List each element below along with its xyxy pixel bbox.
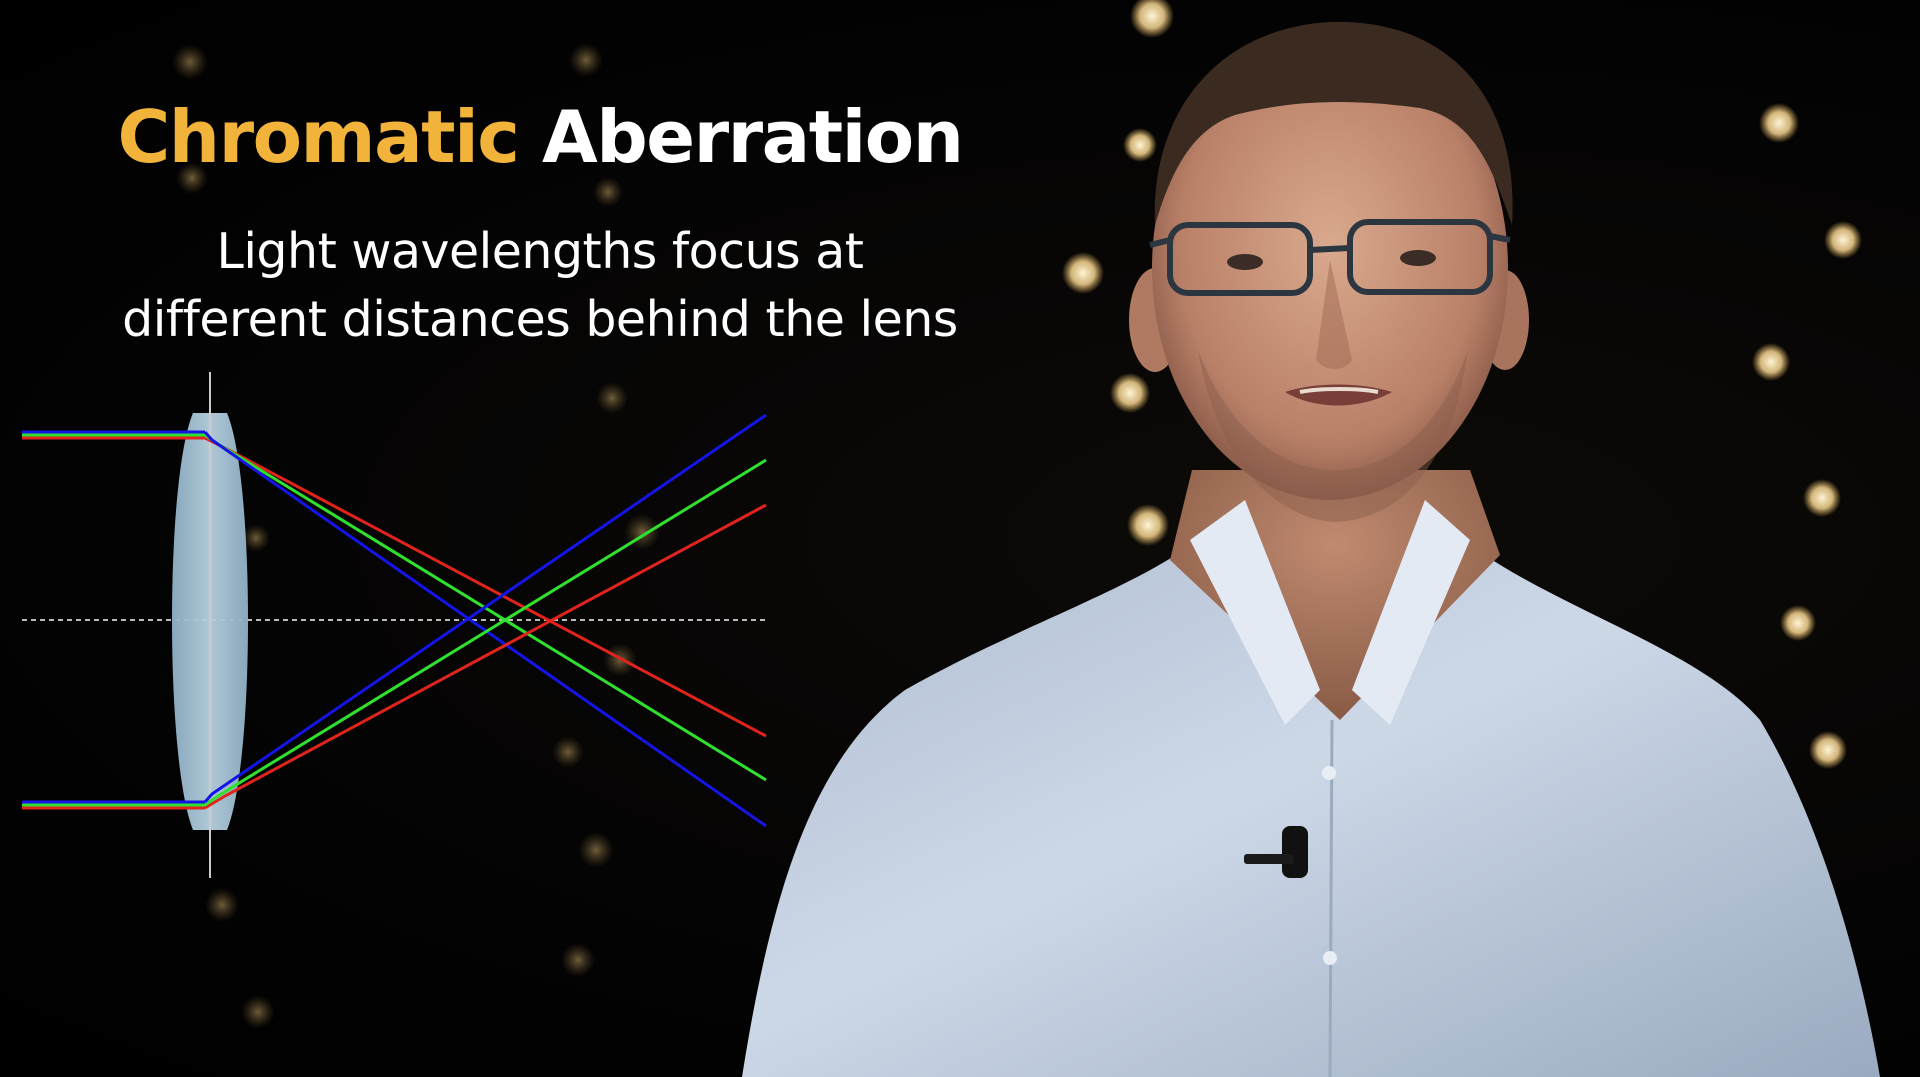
ray-red-bottom	[205, 505, 766, 808]
presenter-photo	[742, 22, 1880, 1077]
title-rest-word: Aberration	[542, 95, 963, 179]
title-accent-word: Chromatic	[117, 95, 519, 179]
ray-red-top	[205, 438, 766, 736]
slide-title	[0, 96, 1080, 179]
subtitle-line-2: different distances behind the lens	[122, 291, 958, 348]
lens-diagram	[22, 372, 768, 878]
slide-subtitle	[0, 218, 1080, 354]
subtitle-line-1: Light wavelengths focus at	[216, 223, 864, 280]
ray-blue-top	[205, 432, 766, 826]
ray-blue-bottom	[205, 415, 766, 802]
ray-green-bottom	[205, 460, 766, 805]
